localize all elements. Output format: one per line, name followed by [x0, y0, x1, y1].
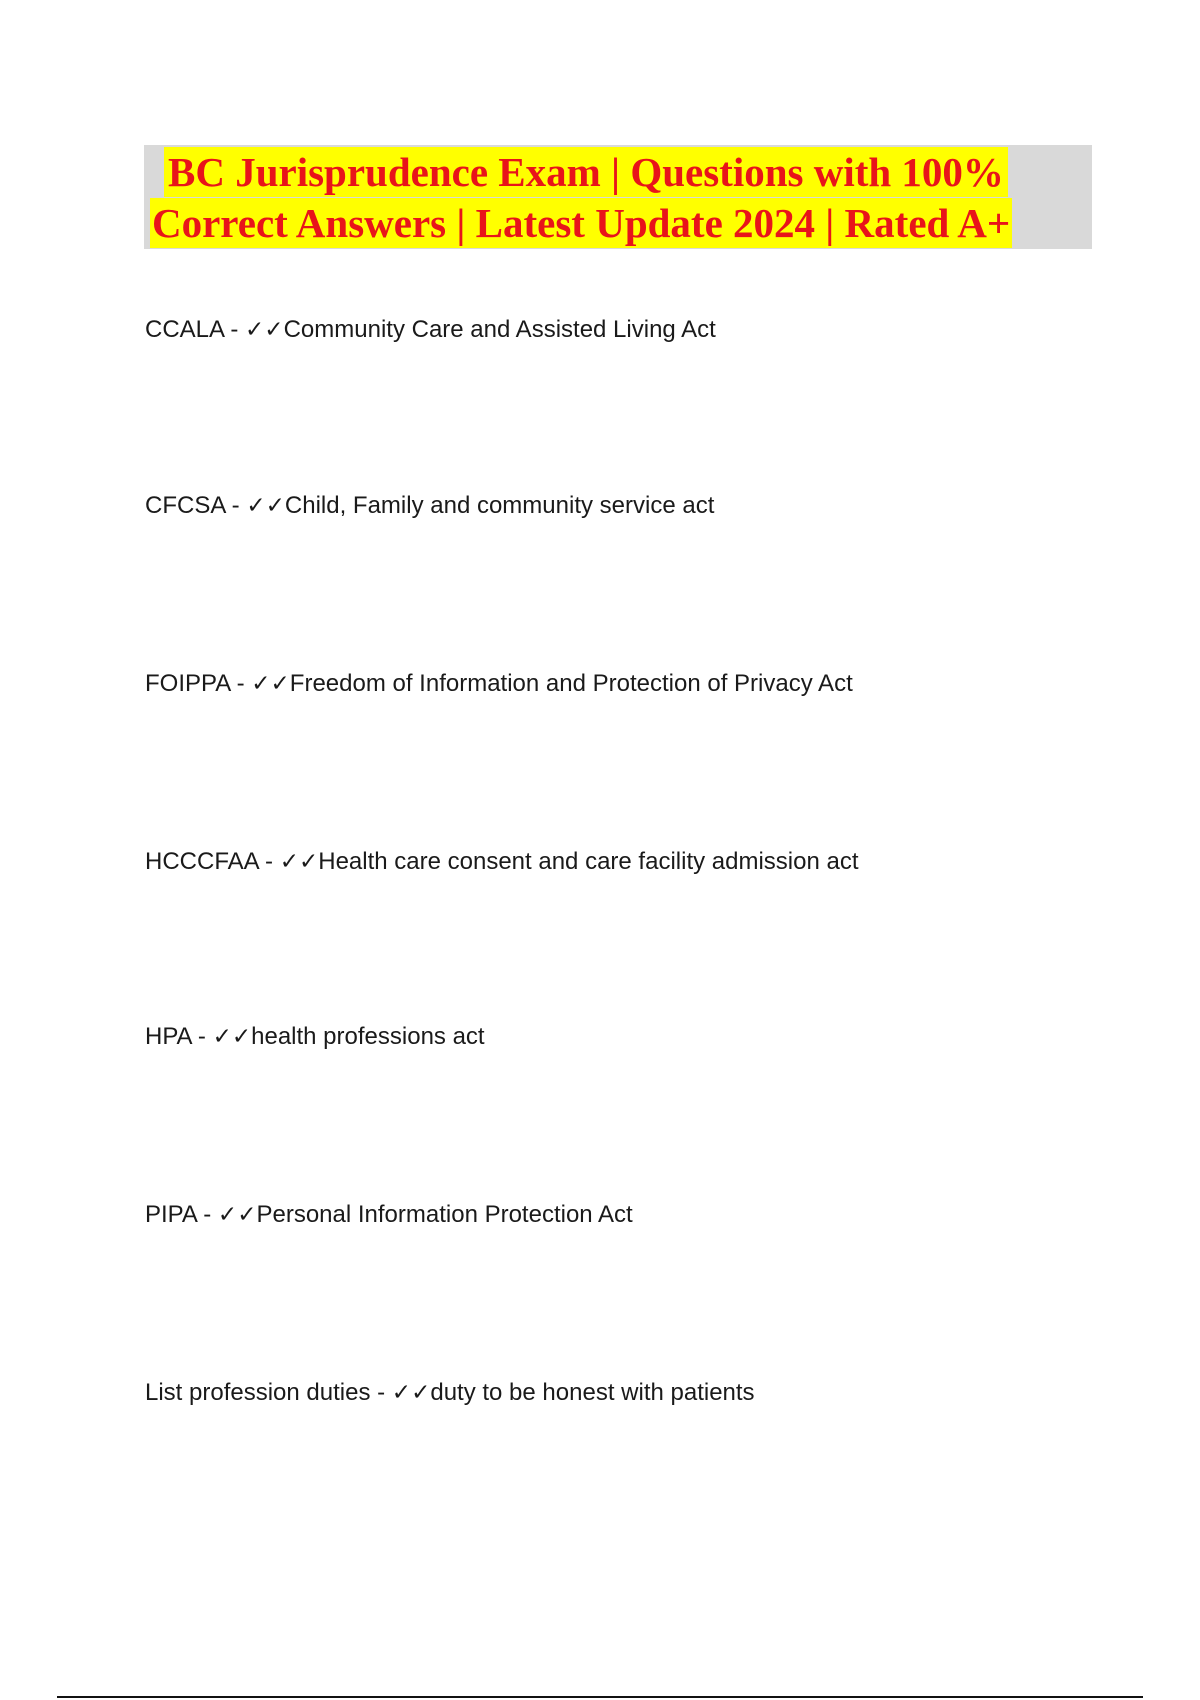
entry-separator: - — [223, 316, 246, 343]
entry-term: HPA — [145, 1023, 192, 1050]
double-check-icon: ✓✓ — [245, 317, 284, 343]
entry-definition: Freedom of Information and Protection of Privacy Act — [289, 670, 853, 697]
entry-separator: - — [196, 1201, 218, 1228]
entry-cfcsa — [145, 491, 714, 521]
entry-separator: - — [258, 848, 280, 875]
entry-term: FOIPPA — [145, 670, 230, 697]
entry-profession-duties — [145, 1378, 755, 1408]
double-check-icon: ✓✓ — [251, 671, 290, 697]
entry-hpa — [145, 1022, 485, 1052]
entry-separator: - — [225, 492, 247, 519]
double-check-icon: ✓✓ — [217, 1202, 257, 1228]
entry-definition: Community Care and Assisted Living Act — [283, 316, 716, 343]
entry-definition: Health care consent and care facility admission act — [318, 848, 859, 875]
double-check-icon: ✓✓ — [391, 1380, 431, 1406]
double-check-icon: ✓✓ — [212, 1024, 252, 1050]
entry-hcccfaa — [145, 847, 859, 877]
entry-term: PIPA — [145, 1201, 197, 1228]
entry-foippa — [145, 669, 853, 699]
entry-definition: duty to be honest with patients — [430, 1379, 755, 1406]
double-check-icon: ✓✓ — [279, 849, 319, 875]
entry-separator: - — [229, 670, 252, 697]
entry-separator: - — [370, 1379, 392, 1406]
document-title-line-1: BC Jurisprudence Exam | Questions with 100% — [164, 147, 1008, 197]
entry-term: CCALA — [145, 316, 224, 343]
entry-term: HCCCFAA — [145, 848, 259, 875]
entry-ccala — [145, 315, 716, 345]
entry-separator: - — [191, 1023, 213, 1050]
entry-definition: health professions act — [251, 1023, 485, 1050]
entry-term: CFCSA — [145, 492, 226, 519]
entry-definition: Child, Family and community service act — [284, 492, 715, 519]
document-title-line-2: Correct Answers | Latest Update 2024 | Rated A+ — [152, 200, 1011, 246]
footer-rule — [57, 1696, 1143, 1698]
double-check-icon: ✓✓ — [246, 493, 285, 519]
entry-term: List profession duties — [145, 1379, 371, 1406]
entry-pipa — [145, 1200, 633, 1230]
entry-definition: Personal Information Protection Act — [256, 1201, 633, 1228]
